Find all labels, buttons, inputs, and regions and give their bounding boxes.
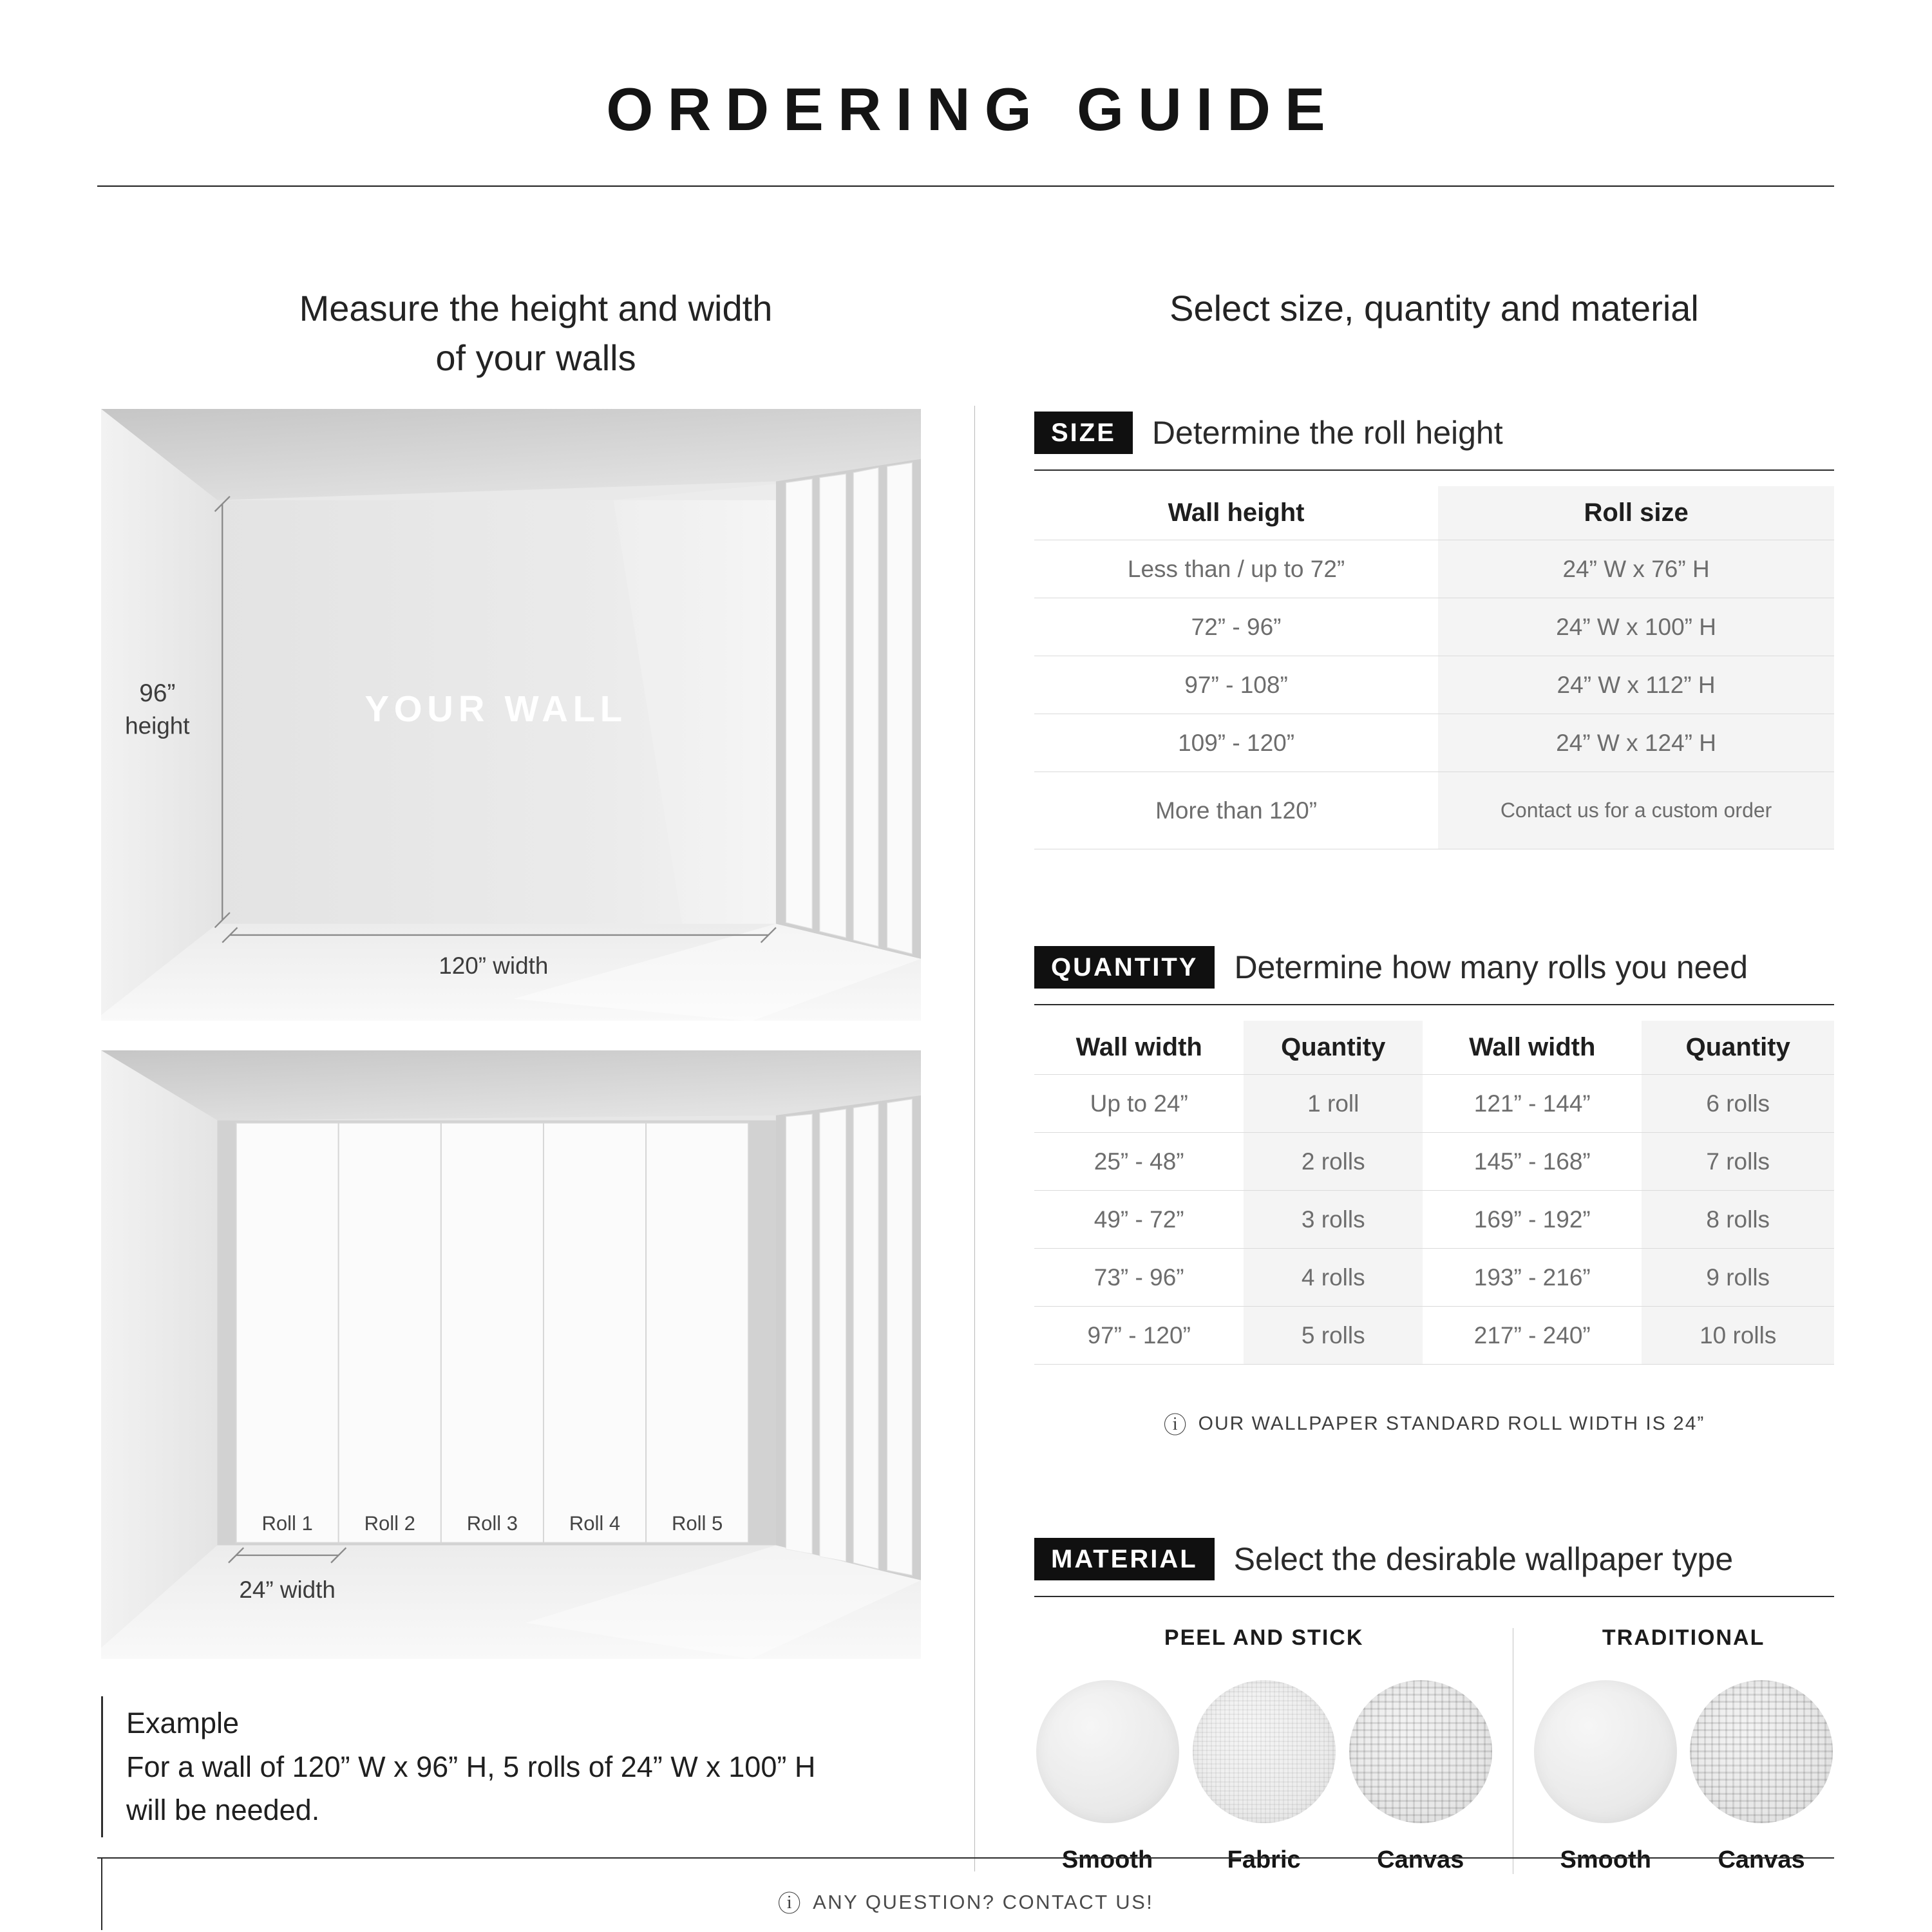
size-section <box>1034 412 1834 849</box>
qty-cell: 8 rolls <box>1642 1191 1834 1249</box>
qty-cell: 169” - 192” <box>1423 1191 1642 1249</box>
swatch-canvas <box>1347 1680 1493 1874</box>
fabric-texture-icon <box>1193 1680 1336 1823</box>
swatch-smooth <box>1034 1680 1180 1874</box>
footer-contact-text: ANY QUESTION? CONTACT US! <box>813 1890 1154 1913</box>
measure-heading <box>97 283 974 383</box>
swatch-fabric <box>1191 1680 1337 1874</box>
material-group-traditional <box>1533 1625 1834 1874</box>
swatch-label: Smooth <box>1560 1846 1651 1874</box>
footer <box>97 1857 1834 1918</box>
wallpaper-rolls <box>236 1123 749 1543</box>
material-section-title: Select the desirable wallpaper type <box>1233 1541 1734 1578</box>
example-line2: will be needed. <box>126 1794 320 1827</box>
qty-cell: 25” - 48” <box>1034 1133 1244 1191</box>
measure-column <box>97 283 974 1874</box>
select-heading: Select size, quantity and material <box>1170 288 1699 328</box>
left-wall <box>101 1050 217 1648</box>
qty-cell: 1 roll <box>1244 1075 1423 1133</box>
qty-cell: 9 rolls <box>1642 1249 1834 1307</box>
info-icon: ⓘ <box>1163 1412 1188 1439</box>
size-col2-header: Roll size <box>1438 486 1834 540</box>
material-group-name: PEEL AND STICK <box>1164 1625 1364 1651</box>
size-row-roll: 24” W x 76” H <box>1438 540 1834 598</box>
standard-roll-width-text: OUR WALLPAPER STANDARD ROLL WIDTH IS 24” <box>1198 1412 1705 1434</box>
size-table <box>1034 486 1834 849</box>
swatch-smooth <box>1533 1680 1678 1874</box>
roll-width-label: 24” width <box>239 1577 336 1604</box>
size-section-title: Determine the roll height <box>1151 415 1503 451</box>
footer-left-tick <box>101 1858 102 1930</box>
size-badge: SIZE <box>1034 412 1133 454</box>
footer-contact-note <box>778 1886 1154 1918</box>
qty-header: Quantity <box>1642 1021 1834 1075</box>
quantity-section <box>1034 946 1834 1440</box>
swatch-label: Canvas <box>1718 1846 1805 1874</box>
size-row-wall: Less than / up to 72” <box>1034 540 1438 598</box>
qty-header: Wall width <box>1423 1021 1642 1075</box>
qty-cell: 7 rolls <box>1642 1133 1834 1191</box>
material-groups <box>1034 1625 1834 1874</box>
height-value-label: 96” <box>139 679 176 707</box>
qty-cell: 4 rolls <box>1244 1249 1423 1307</box>
width-label: 120” width <box>439 952 549 979</box>
qty-header: Quantity <box>1244 1021 1423 1075</box>
qty-cell: 6 rolls <box>1642 1075 1834 1133</box>
size-col1-header: Wall height <box>1034 486 1438 540</box>
select-column <box>975 283 1834 1874</box>
info-icon: ⓘ <box>777 1890 803 1917</box>
roll-4-label: Roll 4 <box>569 1512 621 1535</box>
canvas-texture-icon <box>1349 1680 1492 1823</box>
material-section-header <box>1034 1538 1834 1597</box>
size-section-header <box>1034 412 1834 471</box>
size-row-roll: 24” W x 124” H <box>1438 714 1834 772</box>
swatch-row <box>1533 1680 1834 1874</box>
size-row-wall: 72” - 96” <box>1034 598 1438 656</box>
material-section <box>1034 1538 1834 1874</box>
size-row-wall: 109” - 120” <box>1034 714 1438 772</box>
qty-cell: 121” - 144” <box>1423 1075 1642 1133</box>
size-row-roll: Contact us for a custom order <box>1438 772 1834 849</box>
roll-2-label: Roll 2 <box>364 1512 415 1535</box>
quantity-section-header <box>1034 946 1834 1005</box>
qty-cell: 73” - 96” <box>1034 1249 1244 1307</box>
size-row-wall: 97” - 108” <box>1034 656 1438 714</box>
example-note <box>101 1696 974 1837</box>
qty-cell: 10 rolls <box>1642 1307 1834 1365</box>
size-row-wall: More than 120” <box>1034 772 1438 849</box>
qty-cell: Up to 24” <box>1034 1075 1244 1133</box>
material-group-peel-and-stick <box>1034 1625 1493 1874</box>
roll-3-label: Roll 3 <box>466 1512 518 1535</box>
qty-cell: 97” - 120” <box>1034 1307 1244 1365</box>
qty-header: Wall width <box>1034 1021 1244 1075</box>
room-illustration-rolls <box>101 1050 921 1659</box>
qty-cell: 49” - 72” <box>1034 1191 1244 1249</box>
swatch-label: Canvas <box>1377 1846 1464 1874</box>
material-badge: MATERIAL <box>1034 1538 1215 1580</box>
example-title: Example <box>126 1707 240 1740</box>
quantity-section-title: Determine how many rolls you need <box>1234 949 1748 986</box>
measure-heading-line2: of your walls <box>435 337 636 379</box>
roll-5-label: Roll 5 <box>671 1512 723 1535</box>
canvas-texture-icon <box>1690 1680 1833 1823</box>
your-wall-label: YOUR WALL <box>365 688 627 729</box>
smooth-texture-icon <box>1534 1680 1677 1823</box>
ceiling <box>101 1050 921 1121</box>
quantity-badge: QUANTITY <box>1034 946 1215 989</box>
page-title: ORDERING GUIDE <box>606 75 1340 143</box>
quantity-table <box>1034 1021 1834 1365</box>
example-line1: For a wall of 120” W x 96” H, 5 rolls of 24” W x 100” H <box>126 1750 816 1783</box>
room-illustration-wall <box>101 409 921 1021</box>
material-group-name: TRADITIONAL <box>1602 1625 1765 1651</box>
roll-1-label: Roll 1 <box>261 1512 313 1535</box>
qty-cell: 217” - 240” <box>1423 1307 1642 1365</box>
standard-roll-width-note <box>1034 1407 1834 1440</box>
height-word-label: height <box>125 712 190 739</box>
room-1-svg <box>101 409 921 1021</box>
qty-cell: 193” - 216” <box>1423 1249 1642 1307</box>
size-row-roll: 24” W x 112” H <box>1438 656 1834 714</box>
room-2-svg <box>101 1050 921 1659</box>
swatch-canvas <box>1689 1680 1834 1874</box>
size-row-roll: 24” W x 100” H <box>1438 598 1834 656</box>
swatch-label: Smooth <box>1061 1846 1153 1874</box>
measure-heading-line1: Measure the height and width <box>299 288 773 328</box>
qty-cell: 5 rolls <box>1244 1307 1423 1365</box>
swatch-label: Fabric <box>1227 1846 1301 1874</box>
qty-cell: 2 rolls <box>1244 1133 1423 1191</box>
swatch-row <box>1034 1680 1493 1874</box>
qty-cell: 3 rolls <box>1244 1191 1423 1249</box>
smooth-texture-icon <box>1036 1680 1179 1823</box>
top-divider <box>97 185 1834 187</box>
content-columns <box>97 283 1834 1874</box>
qty-cell: 145” - 168” <box>1423 1133 1642 1191</box>
